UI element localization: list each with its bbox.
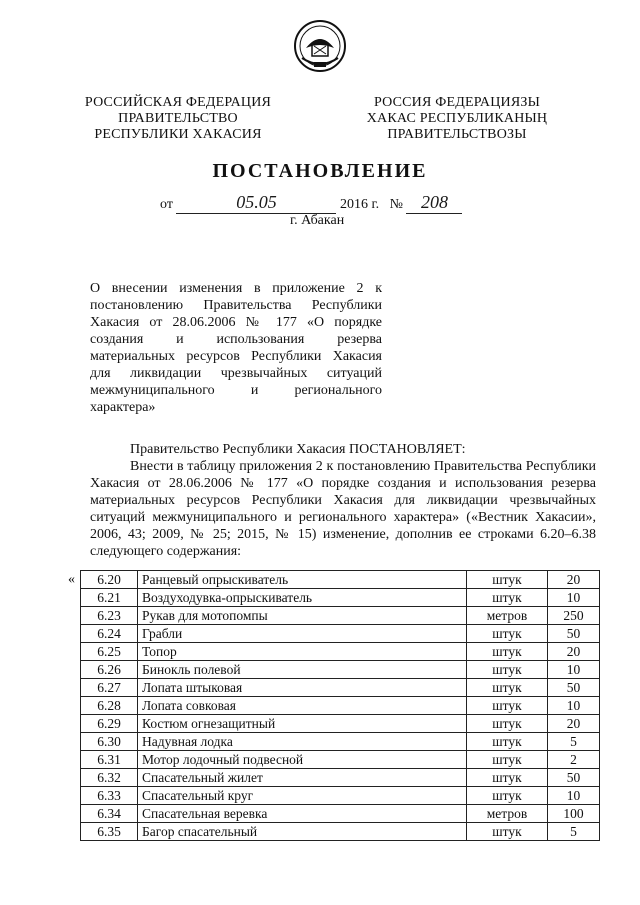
table-row (81, 733, 600, 751)
item-name-cell: Ранцевый опрыскиватель (138, 571, 467, 589)
handwritten-number: 208 (406, 192, 462, 214)
quantity-cell: 250 (548, 607, 600, 625)
item-name-cell: Спасательный круг (138, 787, 467, 805)
item-name-cell: Лопата штыковая (138, 679, 467, 697)
unit-cell: штук (467, 823, 548, 841)
table-row (81, 643, 600, 661)
body-text (90, 441, 596, 560)
handwritten-date: 05.05 (176, 192, 336, 214)
unit-cell: штук (467, 643, 548, 661)
unit-cell: метров (467, 805, 548, 823)
quantity-cell: 50 (548, 769, 600, 787)
item-name-cell: Спасательная веревка (138, 805, 467, 823)
item-name-cell: Багор спасательный (138, 823, 467, 841)
number-label: № (389, 197, 403, 212)
table-row (81, 697, 600, 715)
quantity-cell: 10 (548, 697, 600, 715)
quantity-cell: 2 (548, 751, 600, 769)
body-paragraph-1: Правительство Республики Хакасия ПОСТАНОВЛЯЕТ: (130, 442, 466, 457)
quantity-cell: 10 (548, 787, 600, 805)
subject-text: О внесении изменения в приложение 2 к постановлению Правительства Республики Хакасия от 28.06.2006 № 177 «О порядке создания и использования резерва материальных ресурсов Республики Хакасия для ликвидации чрезвычайных ситуаций межмуниципального и регионального характера» (90, 281, 382, 415)
quantity-cell: 10 (548, 589, 600, 607)
item-name-cell: Грабли (138, 625, 467, 643)
item-name-cell: Бинокль полевой (138, 661, 467, 679)
row-number-cell: 6.34 (81, 805, 138, 823)
row-number-cell: 6.27 (81, 679, 138, 697)
row-number-cell: 6.24 (81, 625, 138, 643)
subject-block (90, 280, 382, 416)
row-number-cell: 6.21 (81, 589, 138, 607)
unit-cell: штук (467, 697, 548, 715)
table-row (81, 805, 600, 823)
row-number-cell: 6.35 (81, 823, 138, 841)
item-name-cell: Топор (138, 643, 467, 661)
header-left-line: РЕСПУБЛИКИ ХАКАСИЯ (94, 127, 262, 142)
table-row (81, 679, 600, 697)
unit-cell: штук (467, 751, 548, 769)
table-row (81, 661, 600, 679)
date-year: 2016 г. (339, 197, 380, 212)
items-table-body (81, 571, 600, 841)
body-paragraph-2: Внести в таблицу приложения 2 к постановлению Правительства Республики Хакасия от 28.06.2006 № 177 «О порядке создания и использования резерва материальных ресурсов Республики Хакасия для ликвидации чрезвычайных ситуаций межмуниципального и регионального характера» («Вестник Хакасии», 2006, 43; 2009, № 25; 2015, № 15) изменение, дополнив ее строками 6.20–6.38 следующего содержания: (90, 459, 596, 559)
row-number-cell: 6.29 (81, 715, 138, 733)
quantity-cell: 50 (548, 625, 600, 643)
table-row (81, 625, 600, 643)
header-left-block (78, 95, 278, 143)
row-number-cell: 6.20 (81, 571, 138, 589)
item-name-cell: Лопата совковая (138, 697, 467, 715)
unit-cell: штук (467, 679, 548, 697)
quantity-cell: 20 (548, 571, 600, 589)
item-name-cell: Костюм огнезащитный (138, 715, 467, 733)
table-row (81, 607, 600, 625)
header-right-line: РОССИЯ ФЕДЕРАЦИЯЗЫ (373, 95, 541, 110)
table-row (81, 823, 600, 841)
coat-of-arms-emblem (292, 18, 348, 74)
unit-cell: штук (467, 661, 548, 679)
row-number-cell: 6.26 (81, 661, 138, 679)
quantity-cell: 20 (548, 715, 600, 733)
row-number-cell: 6.28 (81, 697, 138, 715)
table-row (81, 715, 600, 733)
quantity-cell: 50 (548, 679, 600, 697)
opening-quote-mark: « (68, 572, 75, 587)
table-row (81, 571, 600, 589)
item-name-cell: Рукав для мотопомпы (138, 607, 467, 625)
row-number-cell: 6.31 (81, 751, 138, 769)
unit-cell: штук (467, 625, 548, 643)
city-name: г. Абакан (290, 213, 345, 228)
unit-cell: штук (467, 769, 548, 787)
date-line (160, 192, 462, 214)
quantity-cell: 5 (548, 823, 600, 841)
document-title: ПОСТАНОВЛЕНИЕ (212, 160, 428, 182)
row-number-cell: 6.30 (81, 733, 138, 751)
item-name-cell: Надувная лодка (138, 733, 467, 751)
unit-cell: штук (467, 571, 548, 589)
quantity-cell: 10 (548, 661, 600, 679)
unit-cell: метров (467, 607, 548, 625)
header-left-line: ПРАВИТЕЛЬСТВО (118, 111, 238, 126)
row-number-cell: 6.33 (81, 787, 138, 805)
table-row (81, 787, 600, 805)
row-number-cell: 6.32 (81, 769, 138, 787)
header-right-block (352, 95, 562, 143)
table-row (81, 769, 600, 787)
item-name-cell: Мотор лодочный подвесной (138, 751, 467, 769)
row-number-cell: 6.23 (81, 607, 138, 625)
quantity-cell: 100 (548, 805, 600, 823)
row-number-cell: 6.25 (81, 643, 138, 661)
quantity-cell: 20 (548, 643, 600, 661)
items-table (80, 570, 600, 841)
item-name-cell: Спасательный жилет (138, 769, 467, 787)
header-right-line: ПРАВИТЕЛЬСТВОЗЫ (387, 127, 527, 142)
table-row (81, 751, 600, 769)
table-row (81, 589, 600, 607)
unit-cell: штук (467, 715, 548, 733)
unit-cell: штук (467, 787, 548, 805)
unit-cell: штук (467, 733, 548, 751)
header-left-line: РОССИЙСКАЯ ФЕДЕРАЦИЯ (84, 95, 272, 110)
unit-cell: штук (467, 589, 548, 607)
date-from-label: от (160, 197, 173, 212)
header-right-line: ХАКАС РЕСПУБЛИКАНЫҢ (366, 111, 548, 126)
quantity-cell: 5 (548, 733, 600, 751)
item-name-cell: Воздуходувка-опрыскиватель (138, 589, 467, 607)
